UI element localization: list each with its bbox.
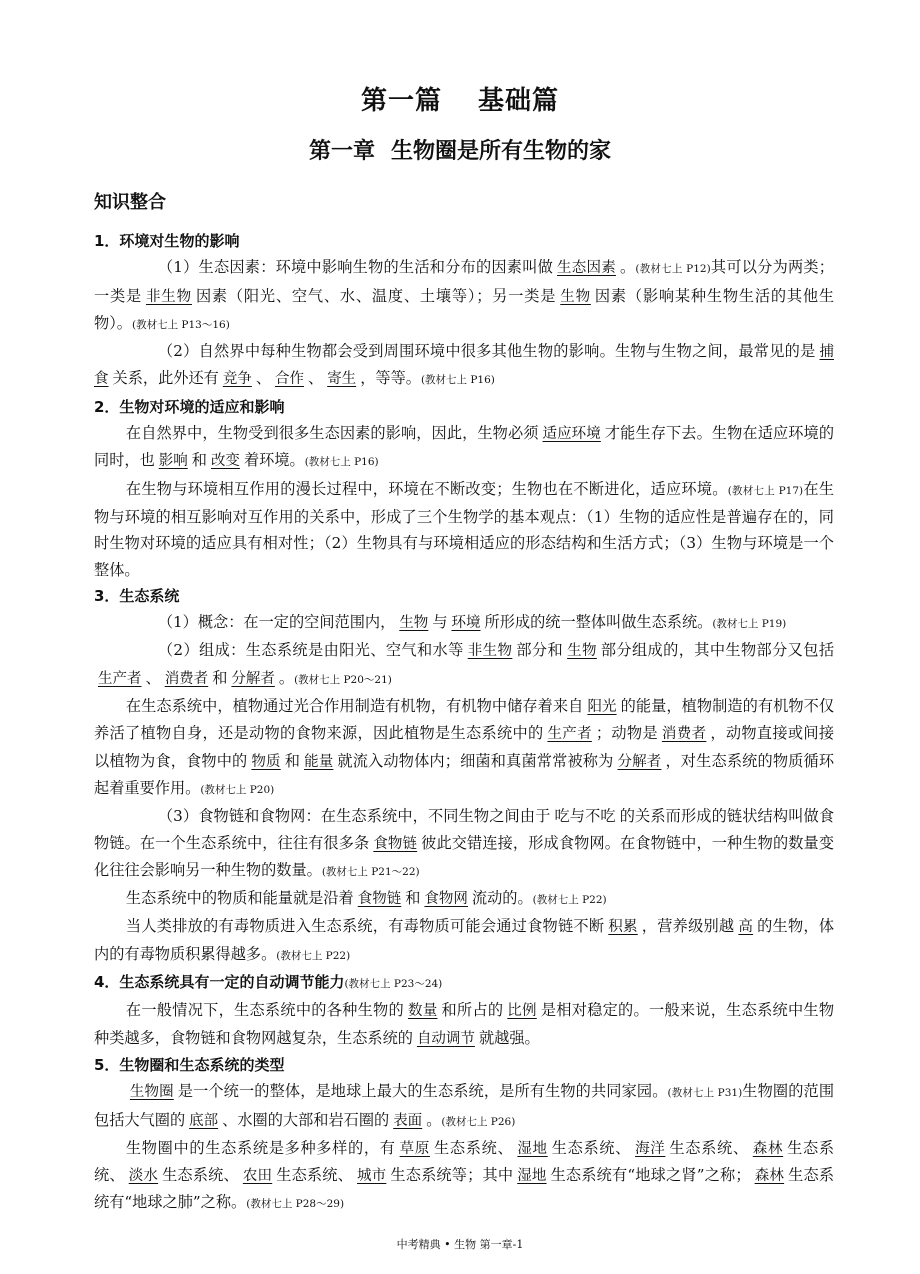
blank-answer: 农田 [242, 1168, 273, 1185]
paragraph: 在生态系统中，植物通过光合作用制造有机物，有机物中储存着来自 阳光 的能量，植物制造的有机物不仅养活了植物自身，还是动物的食物来源，因此植物是生态系统中的 生产者 ；动物是 消费者 ，动物直接或间接以植物为食，食物中的 物质 和 能量 就流入动物体内；细菌和真菌常常被称为 分解者 ，对生态系统的物质循环起着重要作用。(教材七上 P20) [94, 697, 835, 797]
blank-answer: 食物链 [373, 835, 418, 852]
chapter-number: 第一章 [308, 139, 375, 164]
blank-answer: 生物 [560, 288, 591, 305]
phrase: 吃与不吃 [554, 807, 616, 826]
blank-answer: 阳光 [587, 699, 617, 716]
blank-answer: 底部 [189, 1112, 219, 1129]
textbook-ref: (教材七上 P19) [712, 618, 787, 631]
blank-answer: 生物 [399, 615, 429, 632]
blank-answer: 非生物 [467, 643, 513, 660]
textbook-ref: (教材七上 P20) [200, 783, 275, 796]
textbook-ref: (教材七上 P22) [276, 949, 351, 962]
textbook-ref: (教材七上 P13～16) [131, 318, 230, 331]
blank-answer: 淡水 [128, 1168, 159, 1185]
blank-answer: 湿地 [517, 1168, 547, 1185]
textbook-ref: (教材七上 P23～24) [344, 978, 443, 991]
paragraph: （1）概念：在一定的空间范围内， 生物 与 环境 所形成的统一整体叫做生态系统。(教材七上 P19) [157, 613, 787, 632]
paragraph: （1）生态因素：环境中影响生物的生活和分布的因素叫做 生态因素 。(教材七上 P12)其可以分为两类；一类是 非生物 因素（阳光、空气、水、温度、土壤等）；另一类是 生物 因素（影响某种生物生活的其他生物）。(教材七上 P13～16) [94, 258, 835, 332]
textbook-ref: (教材七上 P26) [441, 1115, 516, 1128]
blank-answer: 生态因素 [557, 260, 616, 277]
blank-answer: 表面 [393, 1112, 423, 1129]
paragraph: 在一般情况下，生态系统中的各种生物的 数量 和所占的 比例 是相对稳定的。一般来说，生态系统中生物种类越多，食物链和食物网越复杂，生态系统的 自动调节 就越强。 [94, 1001, 835, 1047]
blank-answer: 湿地 [517, 1140, 548, 1157]
blank-answer: 自动调节 [416, 1030, 475, 1047]
part-name: 基础篇 [478, 86, 560, 116]
paragraph: 生物圈中的生态系统是多种多样的，有 草原 生态系统、 湿地 生态系统、 海洋 生态系统、 森林 生态系统、 淡水 生态系统、 农田 生态系统、 城市 生态系统等；其中 湿地 生态系统有“地球之肾”之称； 森林 生态系统有“地球之肺”之称。(教材七上 P28～29) [94, 1138, 835, 1212]
paragraph: 生态系统中的物质和能量就是沿着 食物链 和 食物网 流动的。(教材七上 P22) [125, 889, 607, 908]
textbook-ref: (教材七上 P17) [727, 484, 804, 497]
paragraph: 在自然界中，生物受到很多生态因素的影响，因此，生物必须 适应环境 才能生存下去。生物在适应环境的同时，也 影响 和 改变 着环境。(教材七上 P16) [94, 424, 834, 470]
blank-answer: 积累 [608, 919, 638, 936]
section-heading: 知识整合 [94, 192, 166, 213]
paragraph: 生物圈 是一个统一的整体，是地球上最大的生态系统，是所有生物的共同家园。(教材七上 P31)生物圈的范围包括大气圈的 底部 、水圈的大部和岩石圈的 表面 。(教材七上 P26) [94, 1082, 835, 1129]
blank-answer: 生产者 [547, 726, 592, 743]
blank-answer: 环境 [451, 615, 481, 632]
part-number: 第一篇 [360, 86, 442, 116]
blank-answer: 生产者 [98, 670, 142, 687]
chapter-name: 生物圈是所有生物的家 [391, 139, 612, 164]
textbook-ref: (教材七上 P28～29) [246, 1198, 345, 1211]
blank-answer: 比例 [507, 1003, 537, 1020]
blank-answer: 影响 [158, 453, 188, 470]
blank-answer: 数量 [407, 1003, 438, 1020]
textbook-ref: (教材七上 P20～21) [294, 673, 392, 686]
textbook-ref: (教材七上 P22) [532, 894, 607, 907]
blank-answer: 生物圈 [129, 1084, 174, 1101]
blank-answer: 生物 [567, 643, 597, 660]
textbook-ref: (教材七上 P31) [667, 1087, 743, 1100]
blank-answer: 森林 [754, 1168, 785, 1185]
paragraph: （3）食物链和食物网：在生态系统中，不同生物之间由于 吃与不吃 的关系而形成的链状结构叫做食物链。在一个生态系统中，往往有很多条 食物链 彼此交错连接，形成食物网。在食物链中，一种生物的数量变化往往会影响另一种生物的数量。(教材七上 P21～22) [94, 807, 835, 879]
blank-answer: 分解者 [617, 753, 662, 770]
chapter-title [0, 134, 920, 165]
paragraph: （2）自然界中每种生物都会受到周围环境中很多其他生物的影响。生物与生物之间，最常见的是 捕食 关系，此外还有 竞争 、 合作 、 寄生 ，等等。(教材七上 P16) [94, 342, 834, 388]
page-footer: 中考精典 • 生物 第一章-1 [396, 1238, 524, 1251]
part-title [0, 80, 920, 117]
blank-answer: 寄生 [327, 371, 357, 388]
section-title: 1．环境对生物的影响 [94, 232, 240, 250]
blank-answer: 分解者 [231, 670, 275, 687]
blank-answer: 捕食 [94, 344, 834, 388]
section-title: 2．生物对环境的适应和影响 [94, 397, 285, 416]
blank-answer: 竞争 [222, 371, 252, 388]
blank-answer: 非生物 [146, 288, 192, 305]
textbook-ref: (教材七上 P16) [420, 374, 495, 387]
textbook-ref: (教材七上 P21～22) [321, 865, 420, 878]
blank-answer: 适应环境 [542, 426, 601, 443]
blank-answer: 消费者 [164, 670, 209, 687]
blank-answer: 能量 [304, 753, 334, 770]
blank-answer: 高 [738, 919, 754, 936]
main-content [94, 228, 834, 1218]
blank-answer: 城市 [357, 1168, 387, 1185]
paragraph: 在生物与环境相互作用的漫长过程中，环境在不断改变；生物也在不断进化，适应环境。(教材七上 P17)在生物与环境的相互影响对互作用的关系中，形成了三个生物学的基本观点：（1）生物的适应性是普遍存在的，同时生物对环境的适应具有相对性；（2）生物具有与环境相适应的形态结构和生活方式；（3）生物与环境是一个整体。 [94, 479, 835, 579]
blank-answer: 改变 [210, 453, 240, 470]
paragraph: （2）组成：生态系统是由阳光、空气和水等 非生物 部分和 生物 部分组成的，其中生物部分又包括生产者 、 消费者 和 分解者 。(教材七上 P20～21) [94, 637, 834, 693]
textbook-ref: (教材七上 P16) [304, 456, 379, 469]
blank-answer: 合作 [275, 371, 304, 388]
section-title: 3．生态系统 [94, 586, 180, 605]
blank-answer: 森林 [752, 1140, 784, 1157]
textbook-ref: (教材七上 P12) [635, 263, 711, 276]
blank-answer: 消费者 [661, 726, 707, 743]
blank-answer: 食物链 [357, 891, 402, 908]
section-title: 4．生态系统具有一定的自动调节能力(教材七上 P23～24) [94, 973, 443, 992]
blank-answer: 草原 [399, 1140, 431, 1157]
paragraph: 当人类排放的有毒物质进入生态系统，有毒物质可能会通过食物链不断 积累 ，营养级别越 高 的生物，体内的有毒物质积累得越多。(教材七上 P22) [94, 917, 835, 963]
section-title: 5．生物圈和生态系统的类型 [94, 1055, 285, 1074]
blank-answer: 海洋 [635, 1140, 666, 1157]
blank-answer: 食物网 [424, 891, 468, 908]
blank-answer: 物质 [251, 753, 281, 770]
